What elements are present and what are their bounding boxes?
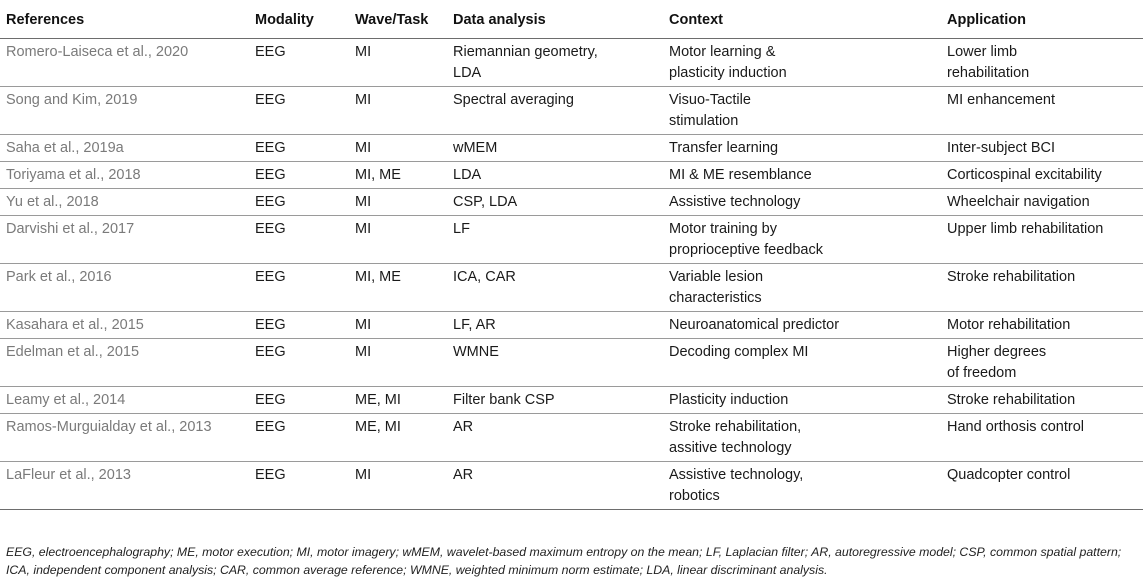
column-header: References (0, 0, 249, 39)
table-header (0, 0, 1143, 39)
context-cell: Plasticity induction (663, 387, 941, 414)
application-cell: Upper limb rehabilitation (941, 216, 1143, 264)
table-row (0, 87, 1143, 135)
column-header: Application (941, 0, 1143, 39)
table-row (0, 264, 1143, 312)
data-analysis-cell: Spectral averaging (447, 87, 663, 135)
column-header: Context (663, 0, 941, 39)
data-analysis-cell: LDA (447, 162, 663, 189)
data-analysis-cell: LF, AR (447, 312, 663, 339)
context-cell: Decoding complex MI (663, 339, 941, 387)
reference-cell: Park et al., 2016 (0, 264, 249, 312)
modality-cell: EEG (249, 162, 349, 189)
wave-task-cell: MI (349, 189, 447, 216)
data-analysis-cell: Riemannian geometry, LDA (447, 39, 663, 87)
wave-task-cell: MI (349, 339, 447, 387)
table-row (0, 462, 1143, 510)
reference-cell: LaFleur et al., 2013 (0, 462, 249, 510)
wave-task-cell: MI (349, 39, 447, 87)
context-cell: Transfer learning (663, 135, 941, 162)
modality-cell: EEG (249, 387, 349, 414)
reference-cell: Toriyama et al., 2018 (0, 162, 249, 189)
application-cell: Inter-subject BCI (941, 135, 1143, 162)
context-cell: Visuo-Tactile stimulation (663, 87, 941, 135)
application-cell: Lower limb rehabilitation (941, 39, 1143, 87)
application-cell: Motor rehabilitation (941, 312, 1143, 339)
data-analysis-cell: WMNE (447, 339, 663, 387)
data-analysis-cell: LF (447, 216, 663, 264)
application-cell: Hand orthosis control (941, 414, 1143, 462)
table-row (0, 312, 1143, 339)
context-cell: MI & ME resemblance (663, 162, 941, 189)
reference-cell: Leamy et al., 2014 (0, 387, 249, 414)
context-cell: Variable lesion characteristics (663, 264, 941, 312)
application-cell: MI enhancement (941, 87, 1143, 135)
wave-task-cell: MI (349, 135, 447, 162)
reference-cell: Song and Kim, 2019 (0, 87, 249, 135)
wave-task-cell: ME, MI (349, 414, 447, 462)
data-analysis-cell: ICA, CAR (447, 264, 663, 312)
header-row (0, 0, 1143, 39)
application-cell: Wheelchair navigation (941, 189, 1143, 216)
column-header: Data analysis (447, 0, 663, 39)
application-cell: Quadcopter control (941, 462, 1143, 510)
application-cell: Higher degrees of freedom (941, 339, 1143, 387)
wave-task-cell: MI, ME (349, 162, 447, 189)
context-cell: Assistive technology (663, 189, 941, 216)
data-analysis-cell: AR (447, 462, 663, 510)
wave-task-cell: MI (349, 87, 447, 135)
modality-cell: EEG (249, 414, 349, 462)
table-row (0, 216, 1143, 264)
table-footnote: EEG, electroencephalography; ME, motor execution; MI, motor imagery; wMEM, wavelet-based maximum entropy on the mean; LF, Laplacian filter; AR, autoregressive model; CSP, common spatial pattern; ICA, independent component analysis; CAR, common average reference; WMNE, weighted minimum norm estimate; LDA, linear discriminant analysis. (6, 545, 1122, 577)
context-cell: Stroke rehabilitation, assitive technology (663, 414, 941, 462)
wave-task-cell: ME, MI (349, 387, 447, 414)
modality-cell: EEG (249, 189, 349, 216)
reference-cell: Yu et al., 2018 (0, 189, 249, 216)
table-body (0, 39, 1143, 510)
table-row (0, 162, 1143, 189)
application-cell: Corticospinal excitability (941, 162, 1143, 189)
reference-cell: Edelman et al., 2015 (0, 339, 249, 387)
modality-cell: EEG (249, 216, 349, 264)
modality-cell: EEG (249, 339, 349, 387)
modality-cell: EEG (249, 87, 349, 135)
context-cell: Motor training by proprioceptive feedback (663, 216, 941, 264)
table-row (0, 387, 1143, 414)
table-row (0, 339, 1143, 387)
wave-task-cell: MI (349, 462, 447, 510)
table-row (0, 189, 1143, 216)
table-row (0, 39, 1143, 87)
modality-cell: EEG (249, 312, 349, 339)
column-header: Modality (249, 0, 349, 39)
application-cell: Stroke rehabilitation (941, 387, 1143, 414)
context-cell: Assistive technology, robotics (663, 462, 941, 510)
wave-task-cell: MI, ME (349, 264, 447, 312)
application-cell: Stroke rehabilitation (941, 264, 1143, 312)
table-row (0, 414, 1143, 462)
reference-cell: Saha et al., 2019a (0, 135, 249, 162)
modality-cell: EEG (249, 39, 349, 87)
reference-cell: Kasahara et al., 2015 (0, 312, 249, 339)
reference-cell: Romero-Laiseca et al., 2020 (0, 39, 249, 87)
data-analysis-cell: CSP, LDA (447, 189, 663, 216)
table-row (0, 135, 1143, 162)
reference-cell: Darvishi et al., 2017 (0, 216, 249, 264)
data-analysis-cell: Filter bank CSP (447, 387, 663, 414)
column-header: Wave/Task (349, 0, 447, 39)
wave-task-cell: MI (349, 216, 447, 264)
reference-cell: Ramos-Murguialday et al., 2013 (0, 414, 249, 462)
modality-cell: EEG (249, 264, 349, 312)
modality-cell: EEG (249, 135, 349, 162)
data-analysis-cell: wMEM (447, 135, 663, 162)
modality-cell: EEG (249, 462, 349, 510)
context-cell: Motor learning & plasticity induction (663, 39, 941, 87)
wave-task-cell: MI (349, 312, 447, 339)
context-cell: Neuroanatomical predictor (663, 312, 941, 339)
data-analysis-cell: AR (447, 414, 663, 462)
